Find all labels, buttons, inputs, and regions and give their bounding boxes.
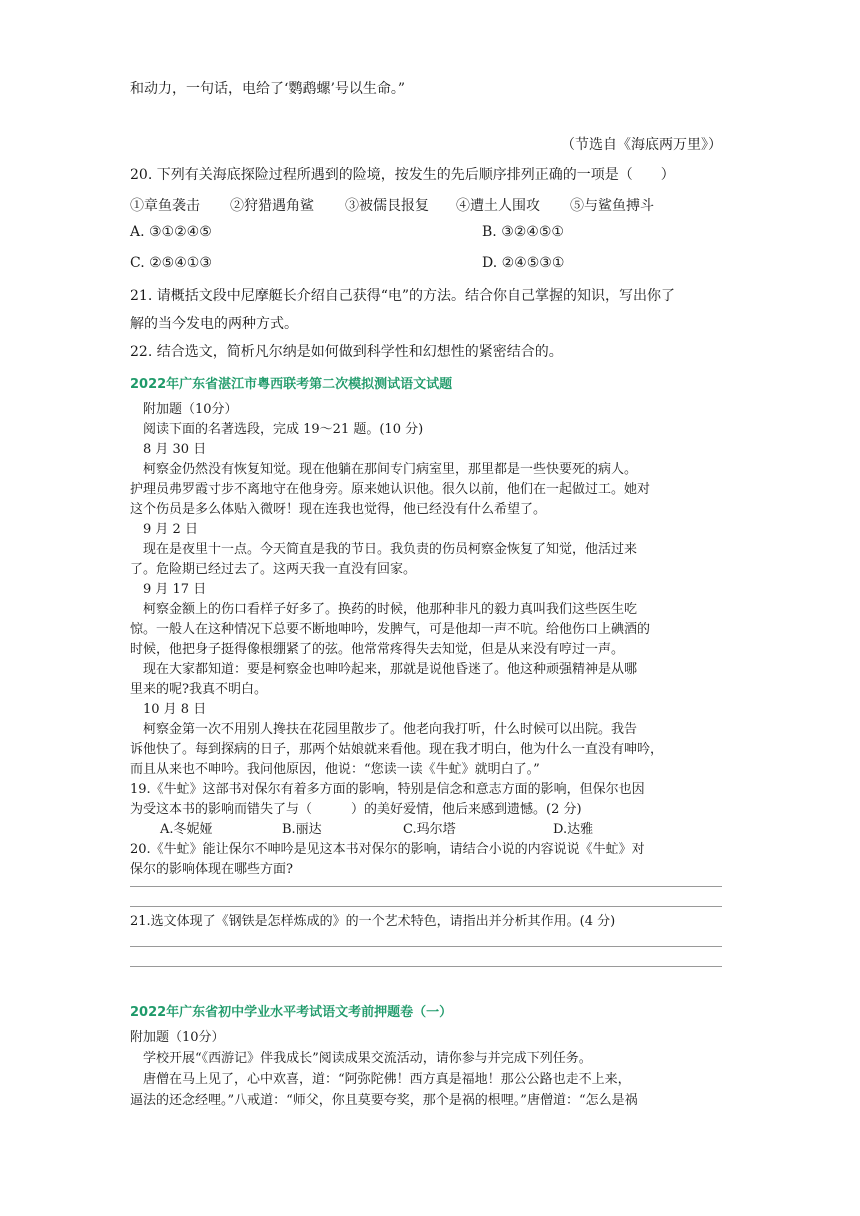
passage-line: 8 月 30 日 <box>130 442 207 457</box>
question-19-line-1: 19.《牛虻》这部书对保尔有着多方面的影响，特别是信念和意志方面的影响，但保尔也因 <box>130 782 645 797</box>
q19-option-a: A.冬妮娅 <box>160 822 213 837</box>
question-21-line-1: 21. 请概括文段中尼摩艇长介绍自己获得“电”的方法。结合你自己掌握的知识，写出你了 <box>130 288 676 304</box>
passage-line: 附加题（10分） <box>130 1030 225 1045</box>
source-note: （节选自《海底两万里》） <box>561 137 722 153</box>
passage-line: 时候，他把身子挺得像根绷紧了的弦。他常常疼得失去知觉，但是从来没有哼过一声。 <box>130 642 625 657</box>
q20-option-c: C. ②⑤④①③ <box>130 255 212 271</box>
passage-line: 柯察金额上的伤口看样子好多了。换药的时候，他那种非凡的毅力真叫我们这些医生吃 <box>130 602 638 617</box>
answer-line <box>130 966 722 967</box>
q20-item: ①章鱼袭击 <box>130 198 200 214</box>
passage-line: 附加题（10分） <box>130 402 238 417</box>
passage-line: 护理员弗罗霞寸步不离地守在他身旁。原来她认识他。很久以前，他们在一起做过工。她对 <box>130 482 651 497</box>
passage-line: 现在是夜里十一点。今天简直是我的节日。我负责的伤员柯察金恢复了知觉，他活过来 <box>130 542 638 557</box>
section-heading: 2022年广东省初中学业水平考试语文考前押题卷（一） <box>130 1005 453 1020</box>
question-21: 21.选文体现了《钢铁是怎样炼成的》的一个艺术特色，请指出并分析其作用。(4 分) <box>130 914 616 929</box>
q20-option-b: B. ③②④⑤① <box>482 224 564 240</box>
q20-item: ②狩猎遇角鲨 <box>230 198 314 214</box>
question-22: 22. 结合选文，简析凡尔纳是如何做到科学性和幻想性的紧密结合的。 <box>130 344 563 360</box>
passage-line: 现在大家都知道：要是柯察金也呻吟起来，那就是说他昏迷了。他这种顽强精神是从哪 <box>130 662 638 677</box>
question-21-line-2: 解的当今发电的两种方式。 <box>130 316 298 332</box>
passage-line: 学校开展“《西游记》伴我成长”阅读成果交流活动，请你参与并完成下列任务。 <box>130 1051 592 1066</box>
passage-line: 而且从来也不呻吟。我问他原因，他说：“您读一读《牛虻》就明白了。” <box>130 762 540 777</box>
answer-line <box>130 886 722 887</box>
passage-line: 惊。一般人在这种情况下总要不断地呻吟，发脾气，可是他却一声不吭。给他伤口上碘酒的 <box>130 622 651 637</box>
passage-line: 柯察金第一次不用别人搀扶在花园里散步了。他老向我打听，什么时候可以出院。我告 <box>130 722 638 737</box>
question-20: 20. 下列有关海底探险过程所遇到的险境，按发生的先后顺序排列正确的一项是（ ） <box>130 167 675 183</box>
question-20-line-2: 保尔的影响体现在哪些方面? <box>130 862 293 877</box>
passage-line: 9 月 2 日 <box>130 522 198 537</box>
q20-option-d: D. ②④⑤③① <box>482 255 565 271</box>
passage-line: 柯察金仍然没有恢复知觉。现在他躺在那间专门病室里，那里都是一些快要死的病人。 <box>130 462 638 477</box>
q20-item: ④遭土人围攻 <box>456 198 540 214</box>
question-19-line-2: 为受这本书的影响而错失了与（ ）的美好爱情，他后来感到遗憾。(2 分) <box>130 802 582 817</box>
q19-option-c: C.玛尔塔 <box>403 822 456 837</box>
passage-line: 唐僧在马上见了，心中欢喜，道：“阿弥陀佛！西方真是福地！那公公路也走不上来， <box>130 1072 631 1087</box>
passage-line: 9 月 17 日 <box>130 582 207 597</box>
passage-line: 10 月 8 日 <box>130 702 207 717</box>
answer-line <box>130 946 722 947</box>
q19-option-d: D.达雅 <box>553 822 594 837</box>
question-20-line-1: 20.《牛虻》能让保尔不呻吟是见这本书对保尔的影响，请结合小说的内容说说《牛虻》对 <box>130 842 645 857</box>
passage-line: 逼法的还念经哩。”八戒道：“师父，你且莫要夸奖，那个是祸的根哩。”唐僧道：“怎么是祸 <box>130 1093 638 1108</box>
passage-line: 阅读下面的名著选段，完成 19～21 题。(10 分) <box>130 422 424 437</box>
passage-line: 这个伤员是多么体贴入微呀！现在连我也觉得，他已经没有什么希望了。 <box>130 502 547 517</box>
q20-item: ⑤与鲨鱼搏斗 <box>570 198 654 214</box>
passage-line: 诉他快了。每到探病的日子，那两个姑娘就来看他。现在我才明白，他为什么一直没有呻吟， <box>130 742 664 757</box>
passage-ending-line: 和动力，一句话，电给了‘鹦鹉螺’号以生命。” <box>130 81 406 97</box>
q20-item: ③被儒艮报复 <box>345 198 429 214</box>
section-heading: 2022年广东省湛江市粤西联考第二次模拟测试语文试题 <box>130 377 453 392</box>
passage-line: 了。危险期已经过去了。这两天我一直没有回家。 <box>130 562 417 577</box>
passage-line: 里来的呢?我真不明白。 <box>130 682 267 697</box>
q19-option-b: B.丽达 <box>282 822 322 837</box>
q20-option-a: A. ③①②④⑤ <box>130 224 212 240</box>
answer-line <box>130 906 722 907</box>
